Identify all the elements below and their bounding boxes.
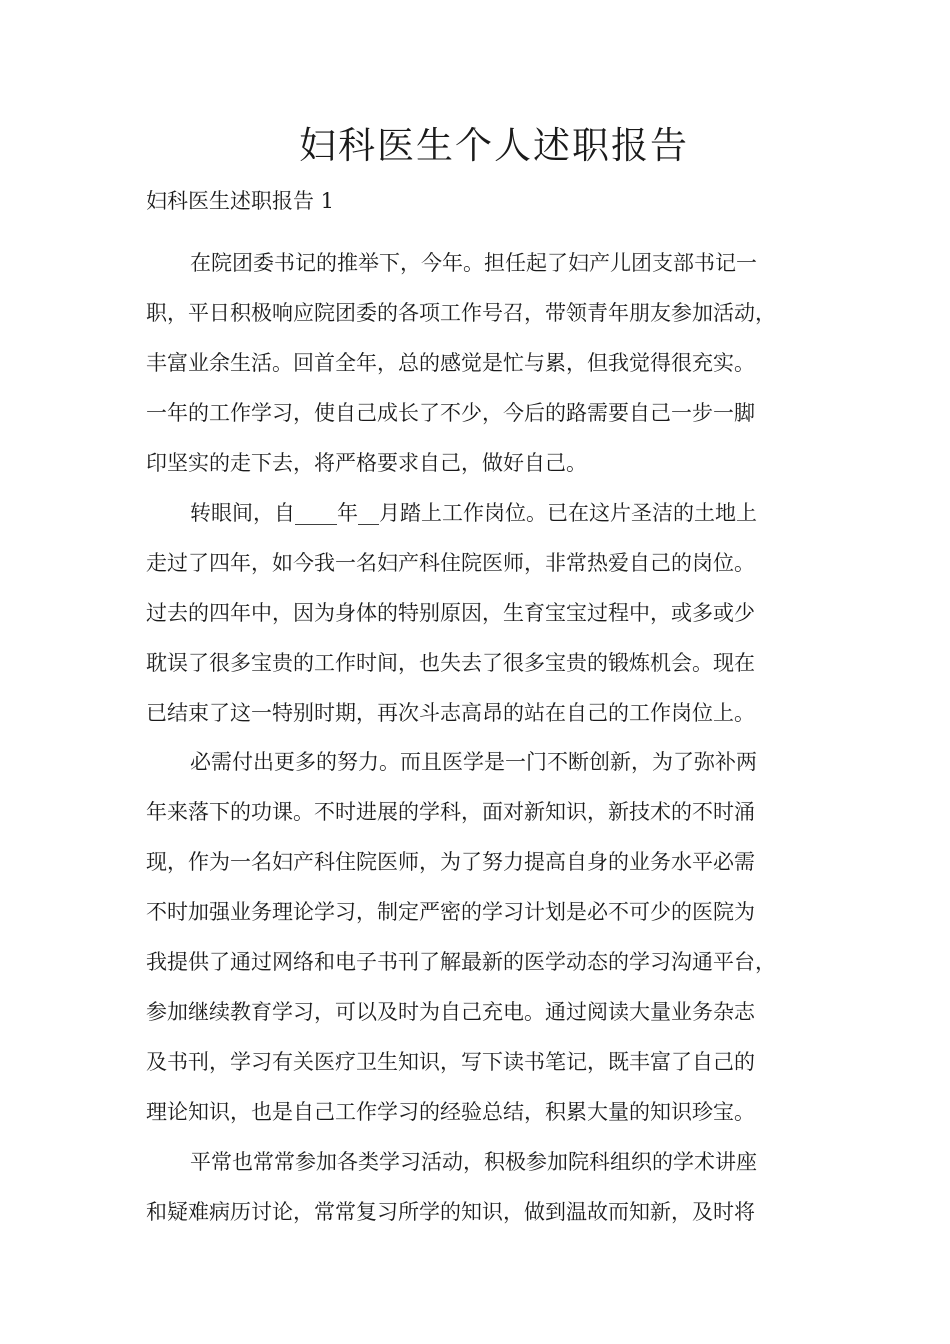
paragraph-line: 印坚实的走下去，将严格要求自己，做好自己。	[146, 451, 587, 476]
paragraph-line: 走过了四年，如今我一名妇产科住院医师，非常热爱自己的岗位。	[146, 550, 755, 575]
paragraph-line: 和疑难病历讨论，常常复习所学的知识，做到温故而知新，及时将	[146, 1199, 755, 1224]
paragraph-line: 参加继续教育学习，可以及时为自己充电。通过阅读大量业务杂志	[146, 999, 755, 1024]
document-title: 妇科医生个人述职报告	[299, 124, 689, 167]
document-body	[146, 239, 832, 1237]
paragraph-line: 职，平日积极响应院团委的各项工作号召，带领青年朋友参加活动，	[146, 301, 776, 326]
paragraph-line: 必需付出更多的努力。而且医学是一门不断创新，为了弥补两	[190, 750, 757, 775]
paragraph-line: 丰富业余生活。回首全年，总的感觉是忙与累，但我觉得很充实。	[146, 351, 755, 376]
paragraph-line: 理论知识，也是自己工作学习的经验总结，积累大量的知识珍宝。	[146, 1099, 755, 1124]
paragraph-line: 过去的四年中，因为身体的特别原因，生育宝宝过程中，或多或少	[146, 600, 755, 625]
paragraph-line: 转眼间，自____年__月踏上工作岗位。已在这片圣洁的土地上	[190, 500, 757, 525]
paragraph-line: 耽误了很多宝贵的工作时间，也失去了很多宝贵的锻炼机会。现在	[146, 650, 755, 675]
paragraph-line: 现，作为一名妇产科住院医师，为了努力提高自身的业务水平必需	[146, 850, 755, 875]
paragraph-line: 不时加强业务理论学习，制定严密的学习计划是必不可少的医院为	[146, 900, 755, 925]
paragraph-2	[146, 489, 832, 739]
paragraph-line: 在院团委书记的推举下，今年。担任起了妇产儿团支部书记一	[190, 251, 757, 276]
paragraph-line: 年来落下的功课。不时进展的学科，面对新知识，新技术的不时涌	[146, 800, 755, 825]
paragraph-4	[146, 1138, 832, 1238]
paragraph-line: 我提供了通过网络和电子书刊了解最新的医学动态的学习沟通平台，	[146, 950, 776, 975]
paragraph-line: 平常也常常参加各类学习活动，积极参加院科组织的学术讲座	[190, 1149, 757, 1174]
paragraph-line: 已结束了这一特别时期，再次斗志高昂的站在自己的工作岗位上。	[146, 700, 755, 725]
paragraph-3	[146, 738, 832, 1137]
paragraph-line: 及书刊，学习有关医疗卫生知识，写下读书笔记，既丰富了自己的	[146, 1049, 755, 1074]
section-heading: 妇科医生述职报告 1	[146, 189, 335, 214]
paragraph-line: 一年的工作学习，使自己成长了不少，今后的路需要自己一步一脚	[146, 401, 755, 426]
paragraph-1	[146, 239, 832, 489]
